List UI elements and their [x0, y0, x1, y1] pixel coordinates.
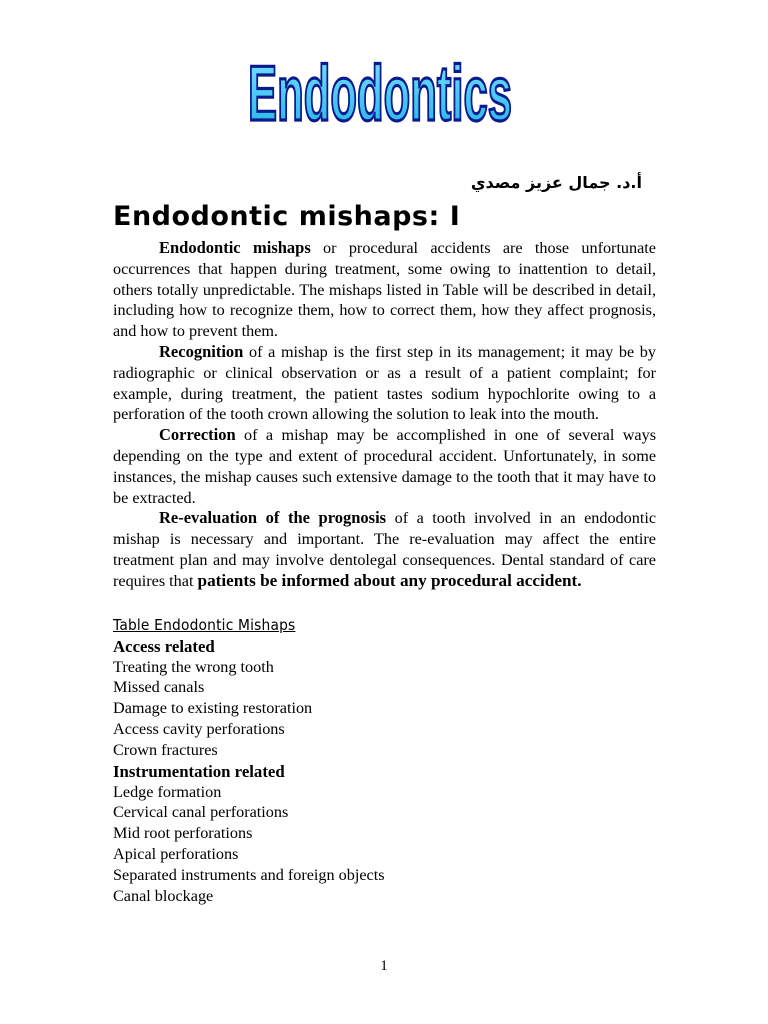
paragraph-mishaps: Endodontic mishaps or procedural accidents are those unfortunate occurrences that happen during treatment, some owing to inattention to detail, others totally unpredictable. The mishaps listed in Table will be described in detail, including how to recognize them, how to correct them, how they affect prognosis, and how to prevent them.: [113, 238, 656, 341]
page-number: 1: [380, 958, 388, 974]
list-item: Treating the wrong tooth: [113, 657, 274, 676]
term-reevaluation: Re-evaluation of the prognosis: [159, 508, 387, 528]
list-item: Crown fractures: [113, 740, 218, 759]
wordart-title-logo: [230, 40, 530, 136]
category-access: [113, 636, 656, 761]
list-item: Cervical canal perforations: [113, 803, 289, 822]
list-item: Ledge formation: [113, 782, 222, 801]
term-recognition: Recognition: [159, 341, 244, 361]
list-item: Mid root perforations: [113, 824, 253, 843]
list-item: Canal blockage: [113, 886, 214, 905]
paragraph-recognition: Recognition of a mishap is the first step in its management; it may be by radiographic or clinical observation or as a result of a patient complaint; for example, during treatment, the patient tastes sodium hypochlorite owing to a perforation of the tooth crown allowing the solution to leak into the mouth.: [113, 341, 656, 424]
emphasis-informed: patients be informed about any procedural accident.: [197, 570, 582, 590]
list-item: Damage to existing restoration: [113, 699, 313, 718]
term-endodontic-mishaps: Endodontic mishaps: [159, 238, 311, 257]
term-correction: Correction: [159, 425, 236, 445]
list-item: Apical perforations: [113, 844, 239, 863]
paragraph-reevaluation: Re-evaluation of the prognosis of a tooth involved in an endodontic mishap is necessary and important. The re-evaluation may affect the entire treatment plan and may involve dentolegal consequences. Dental standard of care requires that patients be informed about any procedural accident.: [113, 508, 656, 590]
list-item: Missed canals: [113, 678, 205, 697]
category-heading: Instrumentation related: [113, 761, 285, 781]
list-item: Separated instruments and foreign objects: [113, 865, 385, 884]
category-heading: Access related: [113, 636, 215, 656]
wordart-text: Endodontics: [248, 49, 513, 137]
table-title: Table Endodontic Mishaps: [113, 615, 296, 634]
list-item: Access cavity perforations: [113, 719, 285, 738]
wordart-graphic: [230, 40, 530, 136]
paragraph-correction: Correction of a mishap may be accomplished in one of several ways depending on the type and extent of procedural accident. Unfortunately, in some instances, the mishap causes such extensive damage to the tooth that it may have to be extracted.: [113, 425, 656, 507]
document-body: [113, 238, 656, 906]
author-name: أ.د. جمال عزيز مصدي: [470, 173, 642, 192]
page-title: Endodontic mishaps: I: [113, 201, 461, 232]
category-instrumentation: [113, 761, 656, 907]
